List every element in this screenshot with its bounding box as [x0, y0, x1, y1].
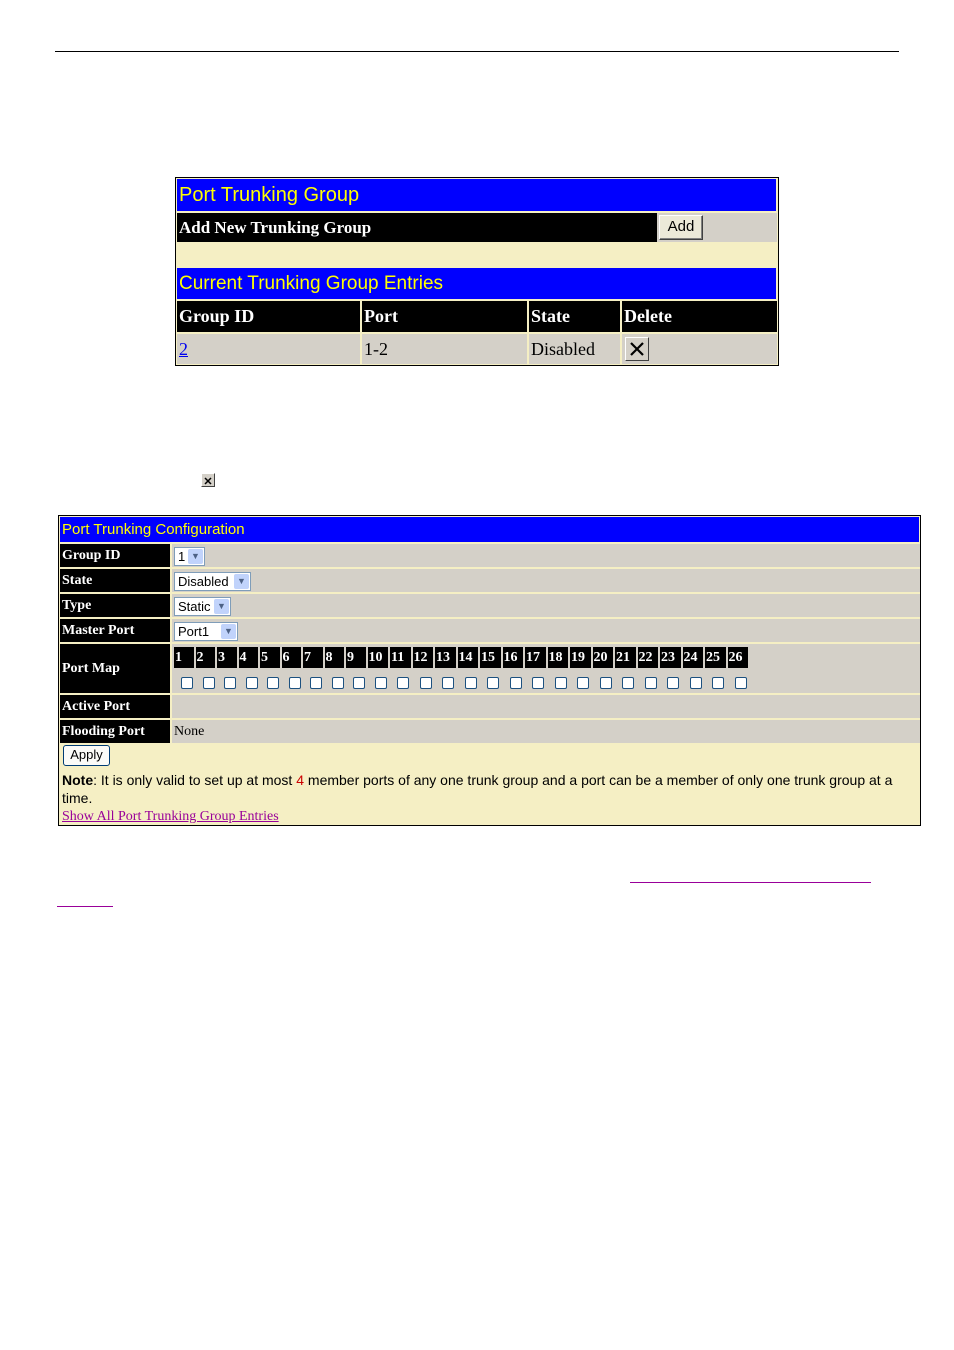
master-port-cell	[172, 619, 920, 642]
port-checkbox[interactable]	[487, 677, 499, 689]
port-checkbox[interactable]	[289, 677, 301, 689]
port-number-label: 7	[303, 647, 323, 668]
port-map-label: Port Map	[60, 644, 170, 693]
port-number-label: 20	[593, 647, 614, 668]
add-button[interactable]: Add	[659, 215, 703, 240]
port-checkbox[interactable]	[667, 677, 679, 689]
column-header-delete: Delete	[622, 301, 777, 332]
port-number-label: 17	[525, 647, 546, 668]
table-row-port-cell: 1-2	[362, 334, 527, 364]
port-map-cell	[172, 644, 920, 693]
trunking-group-title: Port Trunking Group	[177, 179, 776, 211]
port-checkbox[interactable]	[690, 677, 702, 689]
group-id-cell	[172, 544, 920, 567]
port-checkbox[interactable]	[310, 677, 322, 689]
document-link-underline[interactable]	[630, 882, 871, 883]
port-number-label: 8	[325, 647, 345, 668]
type-cell	[172, 594, 920, 617]
master-port-select-value: Port1	[178, 624, 210, 639]
column-header-state: State	[529, 301, 620, 332]
port-number-label: 10	[368, 647, 389, 668]
port-number-label: 9	[346, 647, 366, 668]
current-entries-title: Current Trunking Group Entries	[177, 268, 776, 299]
port-checkbox[interactable]	[397, 677, 409, 689]
port-checkbox[interactable]	[465, 677, 477, 689]
port-checkbox[interactable]	[555, 677, 567, 689]
chevron-down-icon: ▼	[214, 599, 229, 614]
port-checkbox[interactable]	[224, 677, 236, 689]
column-header-group-id: Group ID	[177, 301, 360, 332]
port-number-label: 15	[480, 647, 501, 668]
port-number-label: 18	[548, 647, 569, 668]
port-checkbox[interactable]	[353, 677, 365, 689]
state-select[interactable]	[174, 572, 251, 591]
apply-button[interactable]: Apply	[63, 745, 110, 766]
port-number-label: 26	[728, 647, 749, 668]
port-number-label: 12	[413, 647, 434, 668]
port-checkbox[interactable]	[442, 677, 454, 689]
page-header-rule	[55, 51, 899, 52]
port-number-label: 16	[503, 647, 524, 668]
add-trunking-group-label: Add New Trunking Group	[177, 213, 657, 242]
port-number-label: 6	[282, 647, 302, 668]
group-id-select[interactable]	[174, 547, 205, 566]
close-icon	[202, 475, 214, 487]
type-select[interactable]	[174, 597, 231, 616]
port-number-label: 21	[615, 647, 636, 668]
port-checkbox[interactable]	[420, 677, 432, 689]
port-checkbox[interactable]	[645, 677, 657, 689]
port-checkbox[interactable]	[375, 677, 387, 689]
port-checkbox[interactable]	[735, 677, 747, 689]
active-port-value	[172, 695, 920, 718]
note-text-part2: member ports of any one trunk group and a port can be a member of only one trunk group at a time.	[62, 772, 893, 806]
close-icon	[626, 338, 648, 360]
port-number-label: 4	[239, 647, 259, 668]
trunking-config-title: Port Trunking Configuration	[60, 517, 919, 542]
port-checkbox[interactable]	[622, 677, 634, 689]
trunking-group-panel	[175, 177, 779, 366]
state-select-value: Disabled	[178, 574, 229, 589]
trunking-config-panel	[58, 515, 921, 826]
port-number-label: 23	[660, 647, 681, 668]
delete-button[interactable]	[625, 337, 649, 361]
port-number-label: 2	[196, 647, 216, 668]
add-button-cell	[657, 213, 777, 242]
type-select-value: Static	[178, 599, 211, 614]
port-checkbox[interactable]	[267, 677, 279, 689]
note-text	[62, 771, 915, 807]
chevron-down-icon: ▼	[234, 574, 249, 589]
port-number-label: 13	[435, 647, 456, 668]
chevron-down-icon: ▼	[188, 549, 203, 564]
port-checkbox[interactable]	[600, 677, 612, 689]
column-header-port: Port	[362, 301, 527, 332]
show-all-entries-link[interactable]: Show All Port Trunking Group Entries	[62, 809, 279, 824]
port-number-label: 24	[683, 647, 704, 668]
port-checkbox[interactable]	[712, 677, 724, 689]
document-link-underline-continued[interactable]	[57, 906, 113, 907]
port-checkbox[interactable]	[181, 677, 193, 689]
chevron-down-icon: ▼	[221, 624, 236, 639]
group-id-select-value: 1	[178, 549, 186, 564]
port-number-label: 5	[260, 647, 280, 668]
port-checkbox[interactable]	[510, 677, 522, 689]
note-max-members: 4	[296, 772, 305, 788]
master-port-label: Master Port	[60, 619, 170, 642]
port-number-label: 14	[458, 647, 479, 668]
port-number-label: 22	[638, 647, 659, 668]
port-number-label: 1	[174, 647, 194, 668]
active-port-label: Active Port	[60, 695, 170, 718]
port-number-label: 19	[570, 647, 591, 668]
port-checkbox[interactable]	[246, 677, 258, 689]
table-row-state-cell: Disabled	[529, 334, 620, 364]
port-checkbox[interactable]	[577, 677, 589, 689]
table-row-group-id-cell	[177, 334, 360, 364]
port-checkbox[interactable]	[532, 677, 544, 689]
note-text-part1: : It is only valid to set up at most	[93, 772, 297, 788]
flooding-port-value: None	[172, 720, 920, 743]
port-number-label: 25	[705, 647, 726, 668]
state-label: State	[60, 569, 170, 592]
master-port-select[interactable]	[174, 622, 238, 641]
port-checkbox[interactable]	[332, 677, 344, 689]
port-number-label: 11	[390, 647, 411, 668]
note-prefix: Note	[62, 772, 94, 788]
delete-icon-example	[201, 473, 215, 487]
state-cell	[172, 569, 920, 592]
port-number-label: 3	[217, 647, 237, 668]
flooding-port-label: Flooding Port	[60, 720, 170, 743]
group-id-label: Group ID	[60, 544, 170, 567]
table-row-delete-cell	[622, 334, 777, 364]
type-label: Type	[60, 594, 170, 617]
group-id-link[interactable]: 2	[179, 339, 188, 359]
port-checkbox[interactable]	[203, 677, 215, 689]
